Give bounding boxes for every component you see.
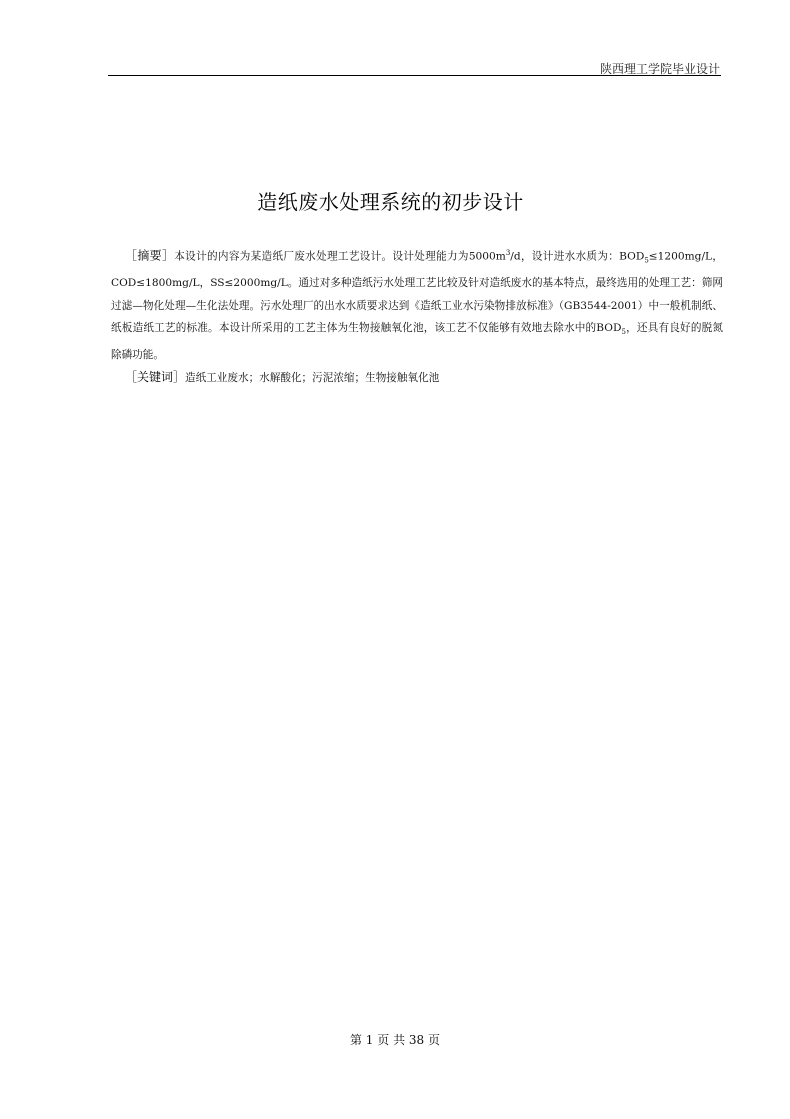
abstract-subscript-5: 5 [644,256,649,265]
document-title: 造纸废水处理系统的初步设计 [257,190,524,214]
page-footer [0,1031,790,1048]
abstract-superscript-3: 3 [505,249,511,257]
abstract-label: ［摘要］ [125,248,175,263]
footer-prefix: 第 [349,1033,362,1047]
footer-middle: 页 共 [377,1033,406,1047]
header-school-name: 陕西理工学院毕业设计 [599,62,720,76]
footer-suffix: 页 [428,1033,441,1047]
abstract-paragraph [111,242,723,366]
keywords-text: 造纸工业废水；水解酸化；污泥浓缩；生物接触氧化池 [185,372,440,385]
abstract-text-1: 本设计的内容为某造纸厂废水处理工艺设计。设计处理能力为5000m [174,250,506,263]
abstract-text-2: /d，设计进水水质为：BOD [510,250,645,263]
footer-total-pages: 38 [408,1033,425,1047]
footer-page-number: 1 [365,1033,374,1047]
header-rule [108,75,721,76]
abstract-subscript-5-second: 5 [621,328,626,337]
keywords-paragraph [111,366,723,390]
abstract-text-4: ，还具有良好的脱氮除磷功能。 [111,322,723,361]
abstract-text-3: ≤1200mg/L，COD≤1800mg/L，SS≤2000mg/L。通过对多种造纸污水处理工艺比较及针对造纸废水的基本特点，最终选用的处理工艺：筛网过滤—物化处理—生化法处理。污水处理厂的出水水质要求达到《造纸工业水污染物排放标准》（GB3544-2001）中一般机制纸、纸板造纸工艺的标准。本设计所采用的工艺主体为生物接触氧化池，该工艺不仅能够有效地去除水中的BOD [111,250,723,335]
keywords-label: ［关键词］ [125,370,186,385]
abstract-section [111,242,723,390]
